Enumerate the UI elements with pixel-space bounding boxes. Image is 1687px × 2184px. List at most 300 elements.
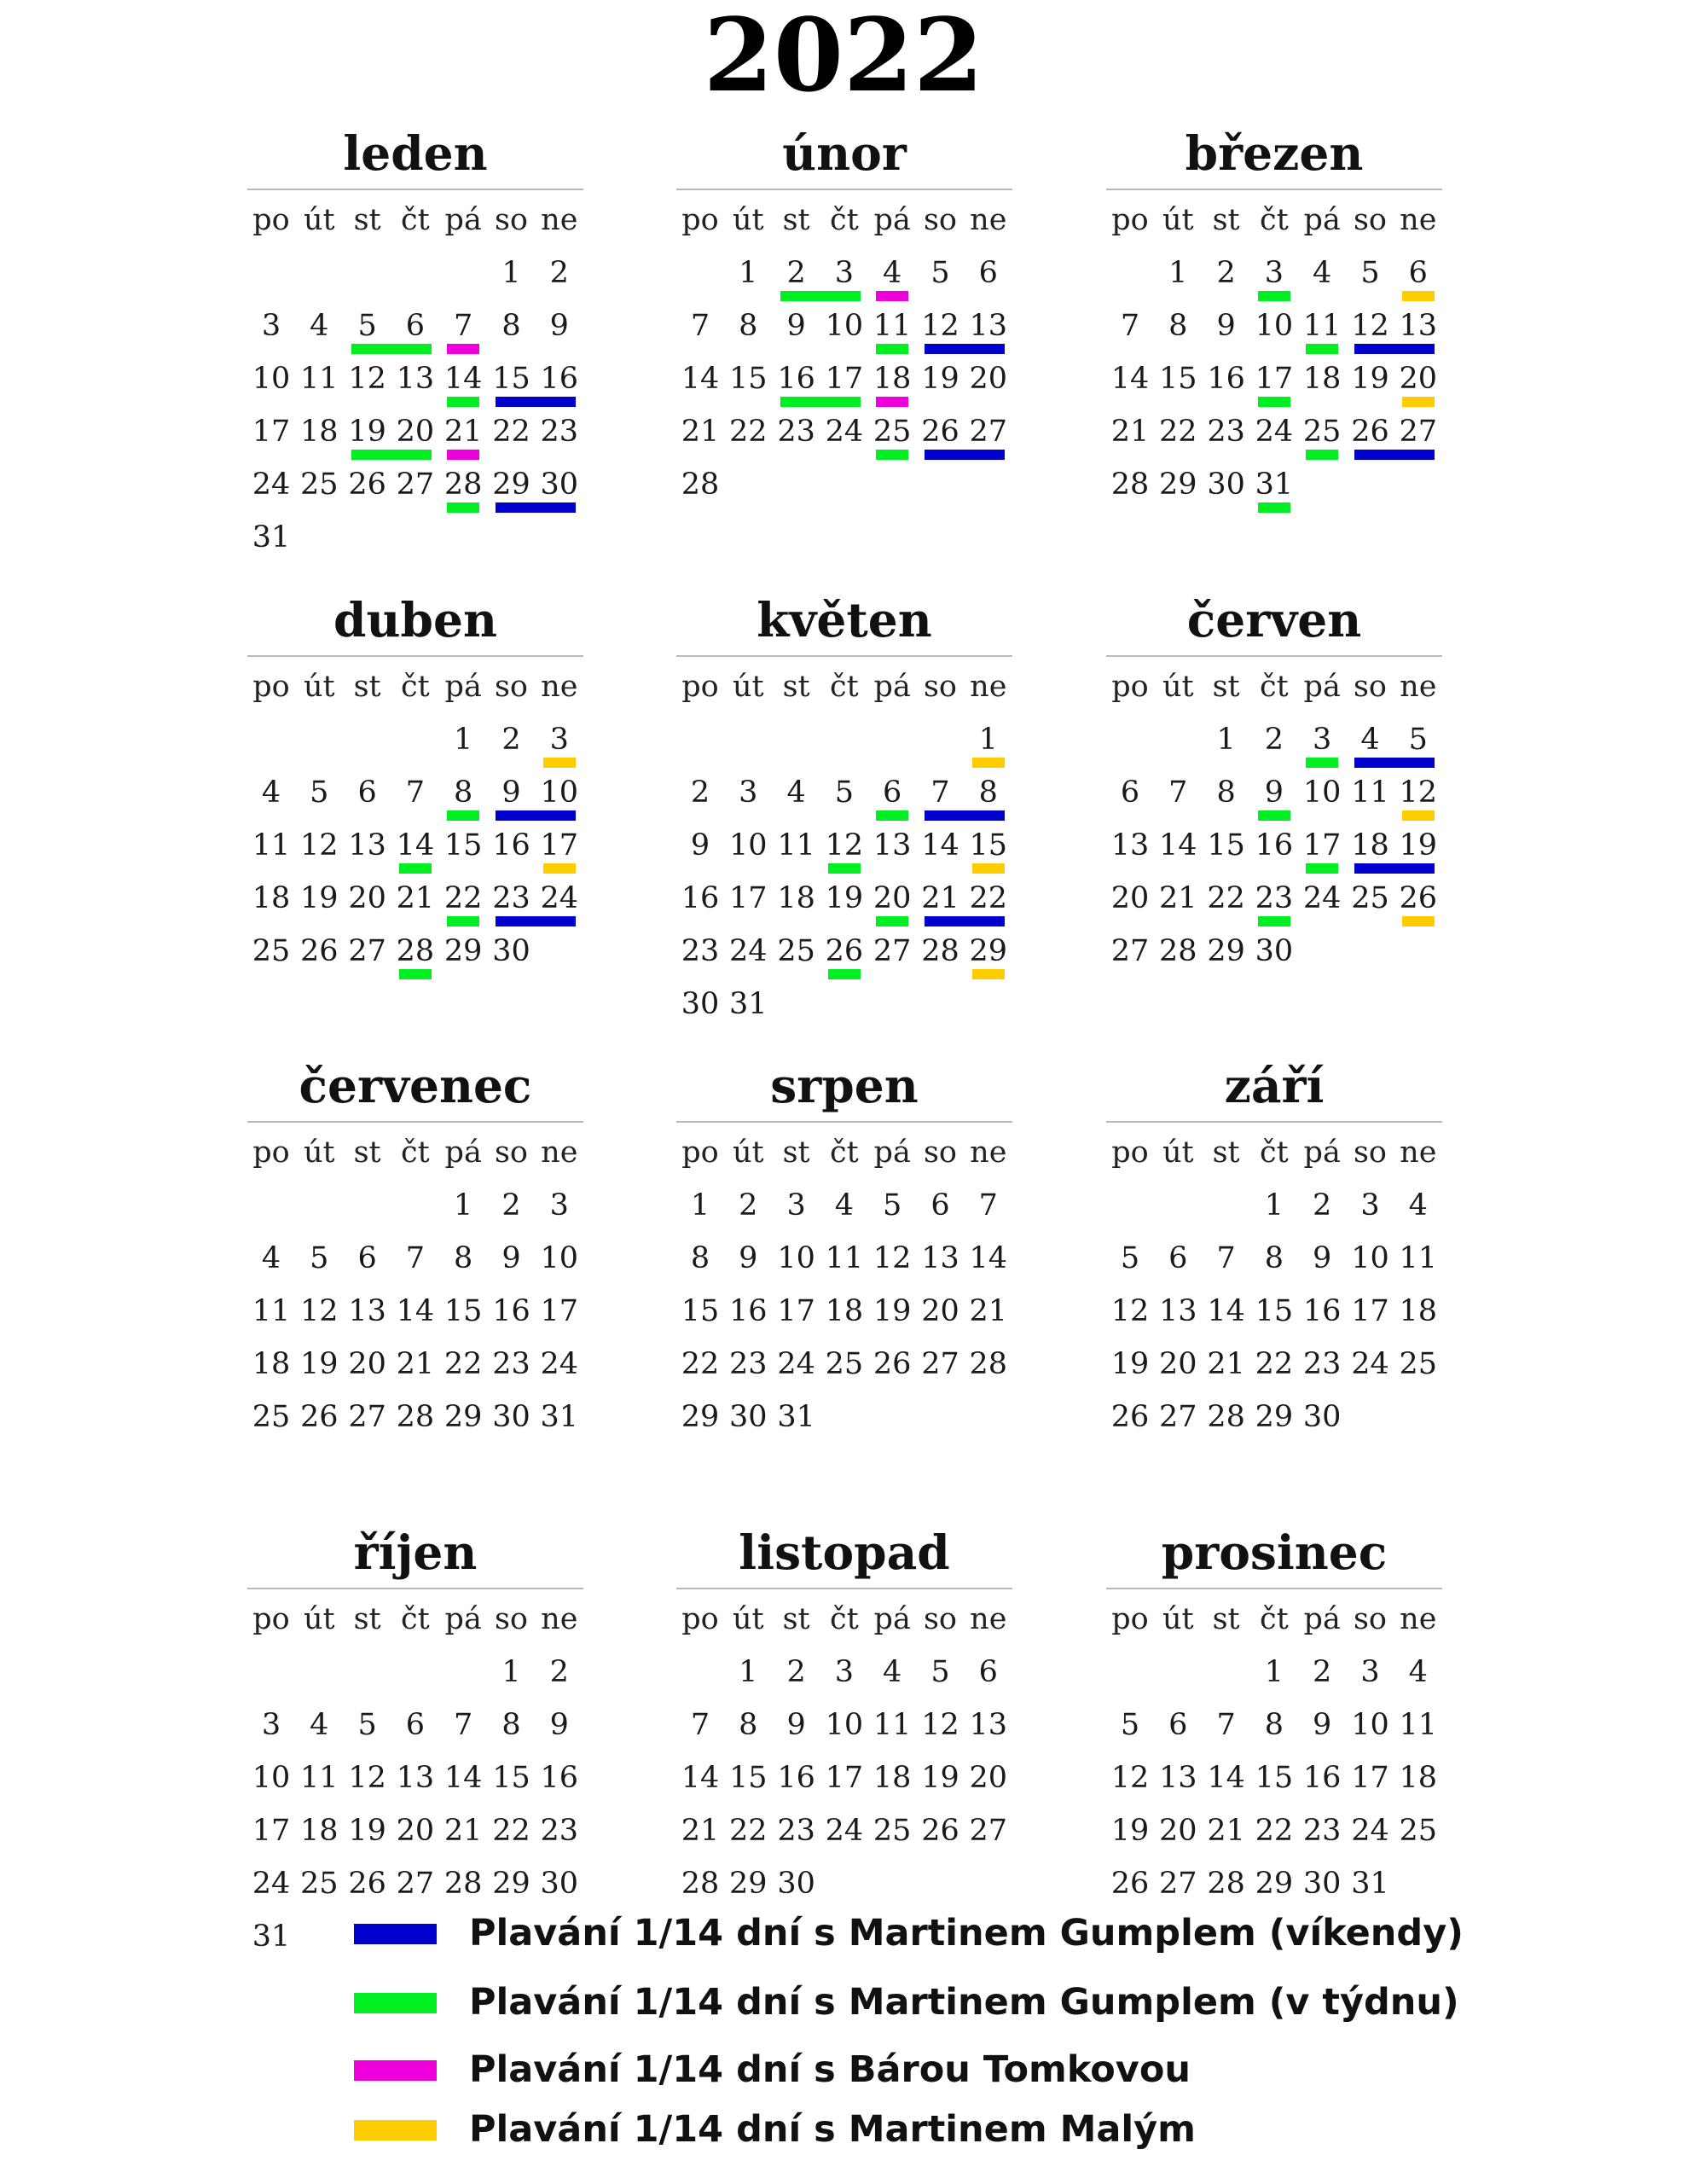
weekday-label: po xyxy=(1111,670,1149,704)
day-cell: 2 xyxy=(501,723,521,757)
day-cell: 2 xyxy=(1216,256,1236,290)
day-cell: 26 xyxy=(348,1867,386,1901)
weekday-label: pá xyxy=(1303,1602,1341,1636)
day-cell: 27 xyxy=(348,934,386,968)
day-cell: 21 xyxy=(969,1294,1008,1328)
day-cell: 7 xyxy=(405,775,426,810)
day-cell: 28 xyxy=(443,1867,483,1901)
day-cell: 12 xyxy=(1351,309,1389,343)
day-cell: 9 xyxy=(786,309,806,343)
day-cell: 31 xyxy=(1351,1867,1389,1901)
weekday-label: čt xyxy=(830,670,859,704)
day-cell: 18 xyxy=(777,881,815,915)
day-cell: 21 xyxy=(1110,415,1150,449)
weekday-label: pá xyxy=(1303,203,1341,237)
day-cell: 4 xyxy=(1313,256,1332,290)
day-cell: 15 xyxy=(729,362,768,396)
day-cell: 4 xyxy=(786,775,806,810)
day-cell: 30 xyxy=(492,934,530,968)
day-cell: 13 xyxy=(396,1761,435,1795)
year-title: 2022 xyxy=(703,0,984,114)
day-cell: 2 xyxy=(739,1188,758,1223)
weekday-label: po xyxy=(681,1136,719,1170)
day-cell: 4 xyxy=(310,1708,329,1742)
swim-mark-weekday-gumpl xyxy=(399,863,432,874)
month-divider xyxy=(676,1588,1012,1589)
day-cell: 19 xyxy=(1110,1347,1150,1381)
day-cell: 19 xyxy=(348,1814,386,1848)
weekday-label: čt xyxy=(830,203,859,237)
swim-mark-weekday-gumpl xyxy=(1306,344,1338,354)
day-cell: 9 xyxy=(1264,775,1284,810)
day-cell: 6 xyxy=(930,1188,950,1223)
day-cell: 3 xyxy=(739,775,758,810)
swim-mark-maly xyxy=(1402,397,1435,407)
weekday-label: pá xyxy=(444,670,482,704)
weekday-label: st xyxy=(1212,1602,1240,1636)
legend-swatch-yellow xyxy=(354,2120,437,2140)
day-cell: 12 xyxy=(825,828,864,863)
day-cell: 5 xyxy=(883,1188,902,1223)
day-cell: 14 xyxy=(1159,828,1197,863)
day-cell: 23 xyxy=(729,1347,768,1381)
day-cell: 30 xyxy=(492,1400,530,1434)
day-cell: 11 xyxy=(1399,1241,1438,1275)
legend-label: Plavání 1/14 dní s Martinem Malým xyxy=(469,2108,1196,2151)
day-cell: 15 xyxy=(443,1294,483,1328)
day-cell: 10 xyxy=(1351,1708,1389,1742)
day-cell: 21 xyxy=(681,1814,720,1848)
day-cell: 28 xyxy=(396,1400,435,1434)
day-cell: 22 xyxy=(1207,881,1245,915)
day-cell: 26 xyxy=(872,1347,912,1381)
day-cell: 27 xyxy=(872,934,912,968)
day-cell: 16 xyxy=(1255,828,1294,863)
day-cell: 12 xyxy=(300,828,339,863)
day-cell: 16 xyxy=(777,362,815,396)
day-cell: 6 xyxy=(357,775,377,810)
weekday-label: čt xyxy=(1260,1136,1289,1170)
weekday-label: po xyxy=(252,1136,290,1170)
day-cell: 17 xyxy=(825,1761,864,1795)
day-cell: 22 xyxy=(1255,1347,1294,1381)
weekday-label: st xyxy=(782,1136,810,1170)
weekday-label: út xyxy=(303,1602,335,1636)
month-title: únor xyxy=(782,125,907,181)
day-cell: 20 xyxy=(348,881,386,915)
weekday-label: st xyxy=(1212,203,1240,237)
swim-mark-weekend-gumpl xyxy=(1354,758,1435,768)
day-cell: 17 xyxy=(825,362,864,396)
weekday-label: so xyxy=(1353,1136,1388,1170)
month-title: leden xyxy=(343,125,488,181)
day-cell: 10 xyxy=(777,1241,815,1275)
day-cell: 27 xyxy=(1110,934,1150,968)
weekday-label: ne xyxy=(541,1602,578,1636)
day-cell: 3 xyxy=(1264,256,1284,290)
day-cell: 28 xyxy=(921,934,959,968)
day-cell: 14 xyxy=(969,1241,1008,1275)
swim-mark-weekday-gumpl xyxy=(399,969,432,979)
day-cell: 3 xyxy=(549,1188,569,1223)
weekday-label: st xyxy=(353,203,381,237)
day-cell: 2 xyxy=(549,1655,569,1689)
day-cell: 2 xyxy=(690,775,710,810)
weekday-label: so xyxy=(1353,1602,1388,1636)
day-cell: 27 xyxy=(1399,415,1438,449)
day-cell: 20 xyxy=(921,1294,959,1328)
day-cell: 23 xyxy=(1207,415,1245,449)
day-cell: 10 xyxy=(1255,309,1294,343)
day-cell: 14 xyxy=(396,828,435,863)
day-cell: 18 xyxy=(825,1294,864,1328)
day-cell: 6 xyxy=(883,775,902,810)
day-cell: 12 xyxy=(348,362,386,396)
day-cell: 20 xyxy=(348,1347,386,1381)
weekday-label: út xyxy=(1162,1136,1194,1170)
day-cell: 27 xyxy=(396,1867,435,1901)
day-cell: 10 xyxy=(540,1241,579,1275)
day-cell: 26 xyxy=(1110,1400,1150,1434)
day-cell: 15 xyxy=(1207,828,1245,863)
day-cell: 7 xyxy=(1168,775,1188,810)
weekday-label: pá xyxy=(1303,670,1341,704)
day-cell: 10 xyxy=(825,1708,864,1742)
day-cell: 17 xyxy=(1351,1294,1389,1328)
swim-mark-weekend-gumpl xyxy=(925,344,1006,354)
day-cell: 13 xyxy=(1159,1761,1197,1795)
swim-mark-weekday-gumpl xyxy=(447,916,479,926)
month-title: červen xyxy=(1186,592,1362,648)
weekday-label: ne xyxy=(1400,1136,1437,1170)
weekday-label: st xyxy=(353,670,381,704)
day-cell: 21 xyxy=(396,1347,435,1381)
weekday-label: ne xyxy=(541,203,578,237)
day-cell: 17 xyxy=(540,828,579,863)
weekday-label: ne xyxy=(970,1136,1007,1170)
day-cell: 5 xyxy=(1360,256,1380,290)
day-cell: 5 xyxy=(310,1241,329,1275)
weekday-label: čt xyxy=(1260,203,1289,237)
day-cell: 24 xyxy=(540,1347,579,1381)
day-cell: 15 xyxy=(1159,362,1197,396)
day-cell: 17 xyxy=(1302,828,1342,863)
day-cell: 22 xyxy=(729,415,768,449)
day-cell: 20 xyxy=(396,415,435,449)
month-title: květen xyxy=(757,592,932,648)
month-divider xyxy=(1106,189,1442,190)
month-title: červenec xyxy=(299,1058,532,1113)
day-cell: 18 xyxy=(1302,362,1342,396)
day-cell: 28 xyxy=(681,468,720,502)
day-cell: 18 xyxy=(1399,1294,1438,1328)
day-cell: 26 xyxy=(921,415,959,449)
swim-mark-weekday-gumpl xyxy=(447,502,479,513)
day-cell: 21 xyxy=(443,1814,483,1848)
weekday-label: ne xyxy=(1400,1602,1437,1636)
day-cell: 15 xyxy=(969,828,1008,863)
swim-mark-weekend-gumpl xyxy=(496,916,577,926)
day-cell: 17 xyxy=(729,881,768,915)
day-cell: 19 xyxy=(1110,1814,1150,1848)
weekday-label: ne xyxy=(970,670,1007,704)
swim-mark-weekday-gumpl xyxy=(876,344,908,354)
day-cell: 26 xyxy=(921,1814,959,1848)
day-cell: 26 xyxy=(1399,881,1438,915)
swim-mark-weekend-gumpl xyxy=(496,397,577,407)
swim-mark-weekday-gumpl xyxy=(1258,810,1290,821)
day-cell: 15 xyxy=(443,828,483,863)
day-cell: 25 xyxy=(300,468,339,502)
swim-mark-weekday-gumpl xyxy=(780,397,861,407)
day-cell: 27 xyxy=(921,1347,959,1381)
day-cell: 16 xyxy=(540,1761,579,1795)
day-cell: 11 xyxy=(1351,775,1389,810)
day-cell: 16 xyxy=(492,828,530,863)
weekday-label: út xyxy=(1162,1602,1194,1636)
day-cell: 7 xyxy=(690,309,710,343)
swim-mark-weekend-gumpl xyxy=(925,450,1006,460)
day-cell: 1 xyxy=(501,256,521,290)
swim-mark-weekday-gumpl xyxy=(780,291,861,301)
swim-mark-weekday-gumpl xyxy=(1258,291,1290,301)
legend-label: Plavání 1/14 dní s Martinem Gumplem (víkendy) xyxy=(469,1912,1464,1955)
weekday-label: út xyxy=(1162,203,1194,237)
day-cell: 15 xyxy=(681,1294,720,1328)
day-cell: 29 xyxy=(443,1400,483,1434)
day-cell: 29 xyxy=(681,1400,720,1434)
weekday-label: ne xyxy=(541,1136,578,1170)
day-cell: 18 xyxy=(1351,828,1389,863)
day-cell: 16 xyxy=(777,1761,815,1795)
day-cell: 1 xyxy=(454,723,473,757)
day-cell: 14 xyxy=(681,362,720,396)
day-cell: 12 xyxy=(872,1241,912,1275)
weekday-label: pá xyxy=(1303,1136,1341,1170)
swim-mark-weekend-gumpl xyxy=(1354,344,1435,354)
day-cell: 18 xyxy=(872,362,912,396)
day-cell: 27 xyxy=(1159,1400,1197,1434)
swim-mark-weekday-gumpl xyxy=(1306,758,1338,768)
day-cell: 9 xyxy=(549,1708,569,1742)
day-cell: 3 xyxy=(261,309,281,343)
weekday-label: st xyxy=(782,670,810,704)
weekday-label: út xyxy=(732,1602,764,1636)
day-cell: 14 xyxy=(681,1761,720,1795)
day-cell: 6 xyxy=(978,256,998,290)
day-cell: 19 xyxy=(1351,362,1389,396)
day-cell: 12 xyxy=(921,1708,959,1742)
swim-mark-tomkova xyxy=(876,291,908,301)
day-cell: 4 xyxy=(883,256,902,290)
day-cell: 14 xyxy=(396,1294,435,1328)
day-cell: 24 xyxy=(825,415,864,449)
day-cell: 8 xyxy=(501,309,521,343)
day-cell: 13 xyxy=(969,1708,1008,1742)
day-cell: 4 xyxy=(834,1188,855,1223)
weekday-label: ne xyxy=(970,203,1007,237)
day-cell: 22 xyxy=(1159,415,1197,449)
day-cell: 20 xyxy=(969,362,1008,396)
day-cell: 7 xyxy=(1120,309,1140,343)
day-cell: 9 xyxy=(786,1708,806,1742)
day-cell: 16 xyxy=(1302,1294,1342,1328)
weekday-label: út xyxy=(732,670,764,704)
day-cell: 18 xyxy=(300,1814,339,1848)
day-cell: 5 xyxy=(834,775,855,810)
swim-mark-weekend-gumpl xyxy=(925,916,1006,926)
day-cell: 7 xyxy=(454,1708,473,1742)
day-cell: 8 xyxy=(978,775,998,810)
weekday-label: st xyxy=(782,203,810,237)
weekday-label: pá xyxy=(873,1602,911,1636)
day-cell: 4 xyxy=(1408,1655,1428,1689)
day-cell: 13 xyxy=(396,362,435,396)
day-cell: 22 xyxy=(681,1347,720,1381)
day-cell: 8 xyxy=(690,1241,710,1275)
day-cell: 29 xyxy=(1159,468,1197,502)
weekday-label: čt xyxy=(830,1136,859,1170)
day-cell: 31 xyxy=(729,987,768,1021)
day-cell: 11 xyxy=(872,1708,912,1742)
day-cell: 20 xyxy=(969,1761,1008,1795)
day-cell: 26 xyxy=(300,1400,339,1434)
day-cell: 28 xyxy=(1110,468,1150,502)
weekday-label: čt xyxy=(401,203,430,237)
day-cell: 28 xyxy=(1207,1400,1245,1434)
weekday-label: po xyxy=(252,670,290,704)
weekday-label: st xyxy=(353,1136,381,1170)
weekday-label: so xyxy=(923,670,958,704)
month-divider xyxy=(1106,655,1442,657)
weekday-label: so xyxy=(923,203,958,237)
day-cell: 17 xyxy=(252,1814,291,1848)
day-cell: 15 xyxy=(1255,1761,1294,1795)
swim-mark-weekday-gumpl xyxy=(1258,397,1290,407)
day-cell: 17 xyxy=(1351,1761,1389,1795)
weekday-label: st xyxy=(782,1602,810,1636)
day-cell: 23 xyxy=(540,1814,579,1848)
day-cell: 23 xyxy=(777,415,815,449)
swim-mark-weekday-gumpl xyxy=(876,916,908,926)
day-cell: 14 xyxy=(1207,1294,1245,1328)
day-cell: 9 xyxy=(549,309,569,343)
swim-mark-maly xyxy=(972,969,1005,979)
day-cell: 14 xyxy=(921,828,959,863)
swim-mark-weekday-gumpl xyxy=(1258,502,1290,513)
day-cell: 20 xyxy=(396,1814,435,1848)
day-cell: 18 xyxy=(300,415,339,449)
day-cell: 25 xyxy=(252,1400,291,1434)
day-cell: 21 xyxy=(1207,1814,1245,1848)
day-cell: 23 xyxy=(681,934,720,968)
day-cell: 7 xyxy=(405,1241,426,1275)
day-cell: 15 xyxy=(492,1761,530,1795)
day-cell: 7 xyxy=(930,775,950,810)
weekday-label: ne xyxy=(970,1602,1007,1636)
day-cell: 3 xyxy=(1313,723,1332,757)
day-cell: 8 xyxy=(1216,775,1236,810)
day-cell: 30 xyxy=(681,987,720,1021)
day-cell: 28 xyxy=(443,468,483,502)
swim-mark-maly xyxy=(972,863,1005,874)
day-cell: 29 xyxy=(492,468,530,502)
day-cell: 6 xyxy=(357,1241,377,1275)
day-cell: 20 xyxy=(1399,362,1438,396)
month-title: říjen xyxy=(353,1525,478,1580)
day-cell: 5 xyxy=(357,1708,377,1742)
day-cell: 2 xyxy=(1264,723,1284,757)
day-cell: 21 xyxy=(1159,881,1197,915)
day-cell: 14 xyxy=(443,1761,483,1795)
weekday-label: po xyxy=(252,1602,290,1636)
day-cell: 11 xyxy=(252,828,291,863)
day-cell: 18 xyxy=(872,1761,912,1795)
day-cell: 30 xyxy=(1302,1867,1342,1901)
weekday-label: čt xyxy=(401,1602,430,1636)
weekday-label: so xyxy=(1353,203,1388,237)
day-cell: 1 xyxy=(739,256,758,290)
day-cell: 12 xyxy=(1399,775,1438,810)
weekday-label: st xyxy=(353,1602,381,1636)
day-cell: 13 xyxy=(872,828,912,863)
day-cell: 16 xyxy=(1302,1761,1342,1795)
swim-mark-maly xyxy=(1402,291,1435,301)
day-cell: 10 xyxy=(729,828,768,863)
weekday-label: so xyxy=(1353,670,1388,704)
day-cell: 24 xyxy=(1351,1814,1389,1848)
day-cell: 9 xyxy=(1313,1241,1332,1275)
day-cell: 28 xyxy=(969,1347,1008,1381)
swim-mark-weekend-gumpl xyxy=(496,810,577,821)
day-cell: 9 xyxy=(1216,309,1236,343)
day-cell: 1 xyxy=(501,1655,521,1689)
day-cell: 5 xyxy=(930,1655,950,1689)
weekday-label: po xyxy=(252,203,290,237)
day-cell: 22 xyxy=(443,881,483,915)
weekday-label: st xyxy=(1212,670,1240,704)
weekday-label: út xyxy=(1162,670,1194,704)
day-cell: 19 xyxy=(300,1347,339,1381)
day-cell: 25 xyxy=(872,415,912,449)
day-cell: 12 xyxy=(348,1761,386,1795)
day-cell: 1 xyxy=(978,723,998,757)
day-cell: 27 xyxy=(396,468,435,502)
day-cell: 19 xyxy=(1399,828,1438,863)
day-cell: 9 xyxy=(739,1241,758,1275)
day-cell: 3 xyxy=(834,256,855,290)
day-cell: 30 xyxy=(777,1867,815,1901)
day-cell: 6 xyxy=(1120,775,1140,810)
day-cell: 16 xyxy=(492,1294,530,1328)
day-cell: 5 xyxy=(310,775,329,810)
day-cell: 4 xyxy=(261,775,281,810)
day-cell: 11 xyxy=(777,828,815,863)
day-cell: 30 xyxy=(1207,468,1245,502)
day-cell: 1 xyxy=(1168,256,1188,290)
day-cell: 23 xyxy=(540,415,579,449)
day-cell: 1 xyxy=(1264,1188,1284,1223)
day-cell: 23 xyxy=(1302,1347,1342,1381)
day-cell: 29 xyxy=(729,1867,768,1901)
day-cell: 9 xyxy=(501,775,521,810)
day-cell: 8 xyxy=(454,775,473,810)
weekday-label: po xyxy=(1111,1602,1149,1636)
month-title: září xyxy=(1224,1058,1325,1113)
day-cell: 22 xyxy=(1255,1814,1294,1848)
day-cell: 20 xyxy=(872,881,912,915)
day-cell: 29 xyxy=(969,934,1008,968)
